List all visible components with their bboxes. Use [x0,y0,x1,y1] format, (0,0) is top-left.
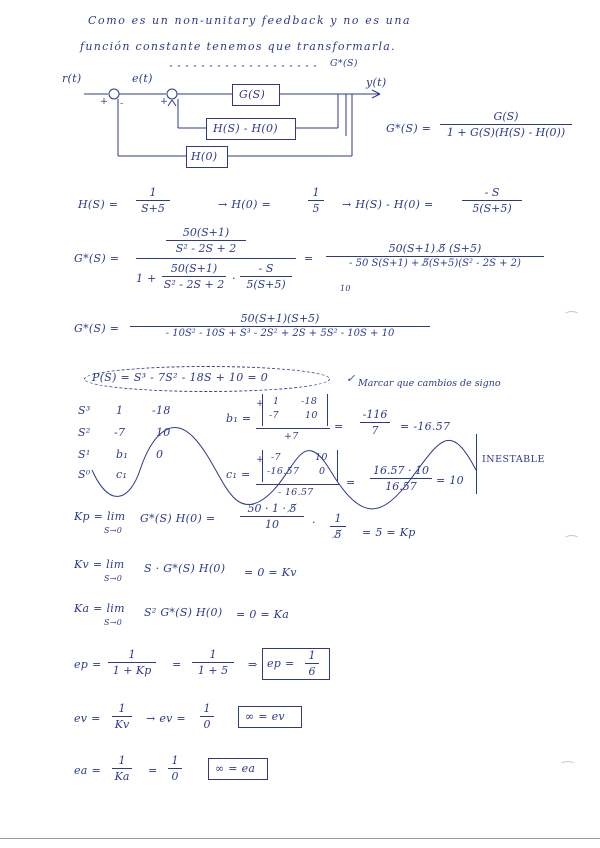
ep-den2: 1 + 5 [197,664,229,677]
output-alt-label: G*(S) [330,58,358,69]
gstar-final-num: 50(S+1)(S+5) [240,312,320,325]
ea-eq: = [148,764,158,777]
margin-mark-3: ⁀ [562,762,574,778]
block-h0-label: H(0) [191,150,218,163]
gstar-expr-rhs-sub: 10 [340,284,351,293]
c1-frac-den: 16.57 [385,480,417,493]
ep-arrow: ⇒ [248,658,258,671]
b1-den: +7 [284,431,299,442]
ka-sub: S→0 [104,618,123,627]
kp-result: = 5 = Kp [362,526,416,539]
kv-result: = 0 = Kv [244,566,297,579]
c1-lhs: c₁ = [226,468,251,481]
ep-box-lhs: ep = [267,657,295,670]
routh-row-3-label: S³ [78,404,91,417]
kv-expr: S · G*(S) H(0) [144,562,226,575]
ea-result-box [208,758,268,780]
b1-determinant [262,394,328,426]
gstar-expr-den-frac2-den: 5(S+5) [246,278,286,291]
poly-note: Marcar que cambios de signo [358,378,501,389]
h-num: 1 [149,186,157,199]
ev-result-box [238,706,302,728]
gstar-expr-rhs-num: 50(S+1) 5̸ (S+5) [388,242,482,255]
h-lhs: H(S) = [78,198,119,211]
gstar-expr-inner-num: 50(S+1) [182,226,230,239]
routh-row-0-a: c₁ [116,468,128,481]
ep-lhs: ep = [74,658,102,671]
routh-row-2-b: 10 [156,426,171,439]
c1-den: - 16.57 [278,487,314,498]
ep-result-box [262,648,330,680]
output-label: y(t) [366,76,387,89]
gstar-expr-den-frac-den: S² - 2S + 2 [163,278,225,291]
routh-row-1-label: S¹ [78,448,91,461]
ep-num2: 1 [209,648,217,661]
ep-box-num: 1 [308,649,316,662]
ep-frac1 [108,648,156,677]
gstar-expr-inner-den: S² - 2S + 2 [175,242,237,255]
c1-m11: -7 [271,452,281,463]
ep-box-frac [305,649,319,678]
b1-lhs: b₁ = [226,412,252,425]
ep-num1: 1 [128,648,136,661]
gstar-expr-rhs-den: - 50 S(S+1) + 5̸(S+5)(S² - 2S + 2) [349,258,521,269]
gstar-expr-den-frac-num: 50(S+1) [170,262,218,275]
hdiff-den: 5(S+5) [472,202,512,215]
c1-m12: 10 [315,452,328,463]
intro-line-1: Como es un non-unitary feedback y no es una [88,14,412,27]
ea-den2: 0 [171,770,179,783]
kv-sub: S→0 [104,574,123,583]
b1-frac-num: -116 [362,408,388,421]
ea-frac1 [112,754,132,783]
kp-frac1 [240,502,304,531]
routh-row-2-a: -7 [114,426,126,439]
h-den: S+5 [141,202,165,215]
kp-num: 50 · 1 · 5̸ [247,502,297,515]
kp-f2-num: 1 [334,512,342,525]
b1-sign: + [256,398,265,409]
ea-frac2 [168,754,182,783]
c1-eq: = [346,476,356,489]
ep-box-den: 6 [308,665,316,678]
c1-frac [370,464,432,493]
c1-m21: -16.57 [267,466,300,477]
ea-box-text: ∞ = ea [215,762,256,775]
kp-expr: G*(S) H(0) = [140,512,216,525]
b1-m22: 10 [305,410,318,421]
kp-frac2 [330,512,346,541]
b1-m21: -7 [269,410,279,421]
ep-frac2 [192,648,234,677]
ea-den: Ka [114,770,130,783]
ep-den1: 1 + Kp [112,664,152,677]
minus-sign-1: - [120,98,124,109]
bottom-edge-line [0,838,600,839]
b1-m12: -18 [301,396,318,407]
ev-den: Kv [114,718,130,731]
routh-row-2-label: S² [78,426,91,439]
b1-bar [256,428,330,429]
ep-eq: = [172,658,182,671]
c1-bar [256,484,340,485]
c1-result: = 10 [436,474,464,487]
ka-result: = 0 = Ka [236,608,290,621]
margin-mark-1: ⁀ [566,312,578,328]
ea-lhs: ea = [74,764,101,777]
kp-den: 10 [265,518,279,531]
gstar-expr-eq: = [304,252,314,265]
intro-line-2: función constante tenemos que transformarla. [80,40,396,53]
gstar-expr-den-frac2-num: - S [258,262,274,275]
kp-lhs: Kp = lim [74,510,126,523]
ev-lhs: ev = [74,712,101,725]
ka-lhs: Ka = lim [74,602,125,615]
gstar-def-den: 1 + G(S)(H(S) - H(0)) [446,126,566,139]
block-g-label: G(S) [239,88,266,101]
gstar-expr-den-prefix: 1 + [136,272,157,285]
routh-row-1-b: 0 [156,448,164,461]
input-label: r(t) [62,72,82,85]
gstar-final-lhs: G*(S) = [74,322,120,335]
ev-frac2 [200,702,214,731]
margin-mark-2: ⁀ [566,536,578,552]
ev-num: 1 [118,702,126,715]
c1-sign: + [256,454,265,465]
b1-frac [360,408,390,437]
hdiff-lhs: → H(S) - H(0) = [342,198,434,211]
error-label: e(t) [132,72,153,85]
b1-frac-den: 7 [371,424,379,437]
ea-num2: 1 [171,754,179,767]
plus-sign-1: + [100,96,109,107]
gstar-expr-lhs: G*(S) = [74,252,120,265]
h0-den: 5 [312,202,320,215]
verdict-divider [476,434,477,494]
ka-expr: S² G*(S) H(0) [144,606,223,619]
ev-frac1 [112,702,132,731]
ea-num: 1 [118,754,126,767]
h0-lhs: → H(0) = [218,198,272,211]
kp-dot: · [312,516,316,529]
check-mark: ✓ [346,372,356,385]
poly-eq: P(S) = S³ - 7S² - 18S + 10 = 0 [92,371,268,384]
gstar-final-den: - 10S² - 10S + S³ - 2S² + 2S + 5S² - 10S + 10 [165,328,395,339]
c1-determinant [262,450,338,482]
routh-row-3-b: -18 [152,404,171,417]
c1-m22: 0 [319,466,326,477]
kp-f2-den: 5̸ [334,528,342,541]
b1-m11: 1 [273,396,280,407]
routh-row-1-a: b₁ [116,448,129,461]
c1-frac-num: 16.57 · 10 [373,464,429,477]
kv-lhs: Kv = lim [74,558,125,571]
block-h-diff-label: H(S) - H(0) [213,122,278,135]
ev-arrow: → ev = [146,712,186,725]
hdiff-num: - S [484,186,500,199]
b1-result: = -16.57 [400,420,451,433]
gstar-expr-den-dot: · [232,272,236,285]
gstar-def-num: G(S) [493,110,519,123]
verdict-inestable: INESTABLE [482,454,545,465]
routh-row-3-a: 1 [116,404,124,417]
b1-eq: = [334,420,344,433]
ev-box-text: ∞ = ev [245,710,285,723]
h0-num: 1 [312,186,320,199]
gstar-def-lhs: G*(S) = [386,122,432,135]
ev-den2: 0 [203,718,211,731]
kp-sub: S→0 [104,526,123,535]
plus-sign-2: + [160,96,169,107]
ev-num2: 1 [203,702,211,715]
routh-row-0-label: S⁰ [78,468,91,481]
